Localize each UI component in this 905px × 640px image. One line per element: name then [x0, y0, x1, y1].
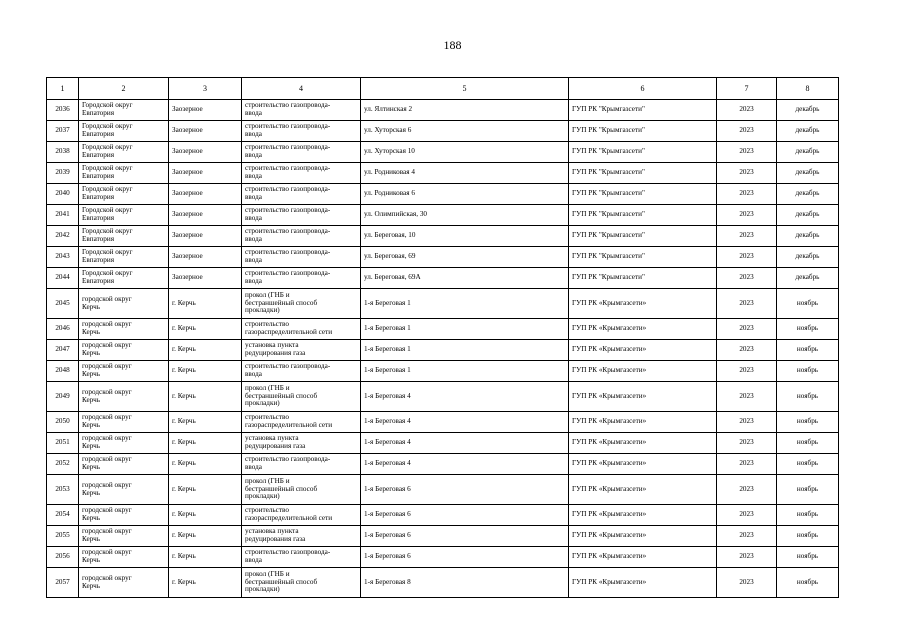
district-cell: городской округ Керчь [79, 526, 169, 547]
address-cell: 1-я Береговая 4 [361, 454, 569, 475]
row-number: 2044 [47, 268, 79, 289]
locality-cell: г. Керчь [169, 319, 242, 340]
row-number: 2042 [47, 226, 79, 247]
address-cell: 1-я Береговая 6 [361, 547, 569, 568]
work-type-cell: строительство газопровода- ввода [242, 361, 361, 382]
row-number: 2057 [47, 568, 79, 598]
column-number: 1 [47, 78, 79, 100]
row-number: 2049 [47, 382, 79, 412]
year-cell: 2023 [717, 163, 777, 184]
work-type-cell: строительство газораспределительной сети [242, 412, 361, 433]
month-cell: ноябрь [777, 382, 839, 412]
month-cell: ноябрь [777, 547, 839, 568]
month-cell: декабрь [777, 205, 839, 226]
month-cell: ноябрь [777, 475, 839, 505]
table-row [47, 319, 839, 340]
district-cell: Городской округ Евпатория [79, 142, 169, 163]
organization-cell: ГУП РК «Крымгазсети» [569, 412, 717, 433]
column-number: 5 [361, 78, 569, 100]
locality-cell: г. Керчь [169, 340, 242, 361]
table-row [47, 268, 839, 289]
work-type-cell: строительство газопровода- ввода [242, 547, 361, 568]
year-cell: 2023 [717, 121, 777, 142]
row-number: 2055 [47, 526, 79, 547]
row-number: 2053 [47, 475, 79, 505]
row-number: 2051 [47, 433, 79, 454]
month-cell: декабрь [777, 247, 839, 268]
row-number: 2036 [47, 100, 79, 121]
organization-cell: ГУП РК "Крымгазсети" [569, 184, 717, 205]
work-type-cell: строительство газопровода- ввода [242, 184, 361, 205]
month-cell: ноябрь [777, 568, 839, 598]
address-cell: ул. Береговая, 10 [361, 226, 569, 247]
work-type-cell: строительство газопровода- ввода [242, 163, 361, 184]
year-cell: 2023 [717, 526, 777, 547]
locality-cell: г. Керчь [169, 505, 242, 526]
locality-cell: Заозерное [169, 100, 242, 121]
organization-cell: ГУП РК «Крымгазсети» [569, 454, 717, 475]
locality-cell: Заозерное [169, 142, 242, 163]
address-cell: ул. Береговая, 69 [361, 247, 569, 268]
month-cell: ноябрь [777, 505, 839, 526]
address-cell: 1-я Береговая 4 [361, 433, 569, 454]
organization-cell: ГУП РК «Крымгазсети» [569, 382, 717, 412]
row-number: 2037 [47, 121, 79, 142]
month-cell: декабрь [777, 226, 839, 247]
month-cell: ноябрь [777, 289, 839, 319]
table-row [47, 547, 839, 568]
year-cell: 2023 [717, 412, 777, 433]
organization-cell: ГУП РК «Крымгазсети» [569, 289, 717, 319]
month-cell: ноябрь [777, 340, 839, 361]
district-cell: городской округ Керчь [79, 547, 169, 568]
year-cell: 2023 [717, 100, 777, 121]
organization-cell: ГУП РК «Крымгазсети» [569, 505, 717, 526]
month-cell: декабрь [777, 268, 839, 289]
month-cell: декабрь [777, 100, 839, 121]
row-number: 2048 [47, 361, 79, 382]
table-row [47, 568, 839, 598]
table-row [47, 184, 839, 205]
district-cell: Городской округ Евпатория [79, 163, 169, 184]
table-row [47, 205, 839, 226]
column-number: 2 [79, 78, 169, 100]
row-number: 2050 [47, 412, 79, 433]
table-row [47, 412, 839, 433]
locality-cell: г. Керчь [169, 382, 242, 412]
column-number: 8 [777, 78, 839, 100]
table-row [47, 361, 839, 382]
work-type-cell: строительство газопровода- ввода [242, 142, 361, 163]
organization-cell: ГУП РК "Крымгазсети" [569, 268, 717, 289]
locality-cell: Заозерное [169, 226, 242, 247]
works-table [46, 77, 839, 598]
district-cell: городской округ Керчь [79, 475, 169, 505]
address-cell: ул. Хуторская 6 [361, 121, 569, 142]
year-cell: 2023 [717, 505, 777, 526]
district-cell: Городской округ Евпатория [79, 121, 169, 142]
address-cell: 1-я Береговая 1 [361, 361, 569, 382]
month-cell: декабрь [777, 121, 839, 142]
address-cell: ул. Олимпийская, 30 [361, 205, 569, 226]
organization-cell: ГУП РК «Крымгазсети» [569, 319, 717, 340]
year-cell: 2023 [717, 547, 777, 568]
row-number: 2052 [47, 454, 79, 475]
table-row [47, 163, 839, 184]
address-cell: 1-я Береговая 1 [361, 289, 569, 319]
address-cell: 1-я Береговая 4 [361, 412, 569, 433]
month-cell: декабрь [777, 163, 839, 184]
organization-cell: ГУП РК «Крымгазсети» [569, 361, 717, 382]
work-type-cell: установка пункта редуцирования газа [242, 526, 361, 547]
year-cell: 2023 [717, 142, 777, 163]
year-cell: 2023 [717, 433, 777, 454]
organization-cell: ГУП РК "Крымгазсети" [569, 100, 717, 121]
locality-cell: Заозерное [169, 205, 242, 226]
organization-cell: ГУП РК "Крымгазсети" [569, 247, 717, 268]
organization-cell: ГУП РК «Крымгазсети» [569, 526, 717, 547]
column-number: 3 [169, 78, 242, 100]
district-cell: городской округ Керчь [79, 382, 169, 412]
column-number-row [47, 78, 839, 100]
organization-cell: ГУП РК «Крымгазсети» [569, 433, 717, 454]
organization-cell: ГУП РК «Крымгазсети» [569, 340, 717, 361]
work-type-cell: строительство газопровода- ввода [242, 121, 361, 142]
locality-cell: г. Керчь [169, 433, 242, 454]
row-number: 2040 [47, 184, 79, 205]
locality-cell: г. Керчь [169, 568, 242, 598]
locality-cell: Заозерное [169, 247, 242, 268]
organization-cell: ГУП РК "Крымгазсети" [569, 205, 717, 226]
district-cell: городской округ Керчь [79, 568, 169, 598]
year-cell: 2023 [717, 361, 777, 382]
address-cell: ул. Береговая, 69А [361, 268, 569, 289]
district-cell: городской округ Керчь [79, 340, 169, 361]
locality-cell: г. Керчь [169, 289, 242, 319]
year-cell: 2023 [717, 247, 777, 268]
locality-cell: Заозерное [169, 184, 242, 205]
table-row [47, 454, 839, 475]
table-row [47, 433, 839, 454]
month-cell: ноябрь [777, 412, 839, 433]
locality-cell: Заозерное [169, 121, 242, 142]
month-cell: ноябрь [777, 433, 839, 454]
month-cell: ноябрь [777, 361, 839, 382]
work-type-cell: прокол (ГНБ и бестраншейный способ прокладки) [242, 289, 361, 319]
address-cell: 1-я Береговая 6 [361, 526, 569, 547]
table-row [47, 142, 839, 163]
row-number: 2045 [47, 289, 79, 319]
district-cell: Городской округ Евпатория [79, 247, 169, 268]
year-cell: 2023 [717, 340, 777, 361]
locality-cell: г. Керчь [169, 454, 242, 475]
year-cell: 2023 [717, 184, 777, 205]
month-cell: ноябрь [777, 454, 839, 475]
work-type-cell: установка пункта редуцирования газа [242, 340, 361, 361]
district-cell: городской округ Керчь [79, 433, 169, 454]
work-type-cell: строительство газопровода- ввода [242, 247, 361, 268]
row-number: 2056 [47, 547, 79, 568]
district-cell: городской округ Керчь [79, 454, 169, 475]
address-cell: ул. Хуторская 10 [361, 142, 569, 163]
district-cell: городской округ Керчь [79, 289, 169, 319]
district-cell: Городской округ Евпатория [79, 268, 169, 289]
column-number: 7 [717, 78, 777, 100]
district-cell: городской округ Керчь [79, 412, 169, 433]
address-cell: ул. Родниковая 6 [361, 184, 569, 205]
row-number: 2038 [47, 142, 79, 163]
organization-cell: ГУП РК «Крымгазсети» [569, 547, 717, 568]
address-cell: 1-я Береговая 6 [361, 505, 569, 526]
district-cell: Городской округ Евпатория [79, 205, 169, 226]
table-row [47, 340, 839, 361]
work-type-cell: строительство газораспределительной сети [242, 319, 361, 340]
address-cell: 1-я Береговая 1 [361, 319, 569, 340]
year-cell: 2023 [717, 205, 777, 226]
organization-cell: ГУП РК "Крымгазсети" [569, 163, 717, 184]
row-number: 2046 [47, 319, 79, 340]
locality-cell: г. Керчь [169, 361, 242, 382]
month-cell: ноябрь [777, 526, 839, 547]
district-cell: Городской округ Евпатория [79, 226, 169, 247]
address-cell: 1-я Береговая 8 [361, 568, 569, 598]
year-cell: 2023 [717, 319, 777, 340]
address-cell: 1-я Береговая 1 [361, 340, 569, 361]
address-cell: 1-я Береговая 4 [361, 382, 569, 412]
row-number: 2041 [47, 205, 79, 226]
year-cell: 2023 [717, 475, 777, 505]
table-row [47, 382, 839, 412]
district-cell: городской округ Керчь [79, 505, 169, 526]
work-type-cell: строительство газопровода- ввода [242, 454, 361, 475]
table-row [47, 226, 839, 247]
organization-cell: ГУП РК "Крымгазсети" [569, 226, 717, 247]
locality-cell: Заозерное [169, 268, 242, 289]
work-type-cell: прокол (ГНБ и бестраншейный способ прокладки) [242, 475, 361, 505]
address-cell: ул. Ялтинская 2 [361, 100, 569, 121]
table-row [47, 526, 839, 547]
work-type-cell: строительство газопровода- ввода [242, 205, 361, 226]
row-number: 2054 [47, 505, 79, 526]
organization-cell: ГУП РК "Крымгазсети" [569, 121, 717, 142]
year-cell: 2023 [717, 568, 777, 598]
row-number: 2039 [47, 163, 79, 184]
table-row [47, 247, 839, 268]
locality-cell: г. Керчь [169, 547, 242, 568]
row-number: 2043 [47, 247, 79, 268]
work-type-cell: строительство газопровода- ввода [242, 268, 361, 289]
district-cell: Городской округ Евпатория [79, 184, 169, 205]
organization-cell: ГУП РК «Крымгазсети» [569, 475, 717, 505]
work-type-cell: строительство газопровода- ввода [242, 100, 361, 121]
month-cell: декабрь [777, 184, 839, 205]
locality-cell: г. Керчь [169, 412, 242, 433]
district-cell: городской округ Керчь [79, 361, 169, 382]
row-number: 2047 [47, 340, 79, 361]
table-row [47, 121, 839, 142]
table-row [47, 475, 839, 505]
year-cell: 2023 [717, 268, 777, 289]
month-cell: декабрь [777, 142, 839, 163]
year-cell: 2023 [717, 226, 777, 247]
column-number: 6 [569, 78, 717, 100]
locality-cell: Заозерное [169, 163, 242, 184]
organization-cell: ГУП РК "Крымгазсети" [569, 142, 717, 163]
district-cell: городской округ Керчь [79, 319, 169, 340]
work-type-cell: установка пункта редуцирования газа [242, 433, 361, 454]
work-type-cell: прокол (ГНБ и бестраншейный способ прокладки) [242, 568, 361, 598]
year-cell: 2023 [717, 289, 777, 319]
month-cell: ноябрь [777, 319, 839, 340]
organization-cell: ГУП РК «Крымгазсети» [569, 568, 717, 598]
address-cell: ул. Родниковая 4 [361, 163, 569, 184]
year-cell: 2023 [717, 382, 777, 412]
page-number: 188 [443, 38, 462, 52]
year-cell: 2023 [717, 454, 777, 475]
work-type-cell: прокол (ГНБ и бестраншейный способ прокладки) [242, 382, 361, 412]
district-cell: Городской округ Евпатория [79, 100, 169, 121]
table-row [47, 505, 839, 526]
column-number: 4 [242, 78, 361, 100]
work-type-cell: строительство газораспределительной сети [242, 505, 361, 526]
table-row [47, 289, 839, 319]
work-type-cell: строительство газопровода- ввода [242, 226, 361, 247]
locality-cell: г. Керчь [169, 475, 242, 505]
address-cell: 1-я Береговая 6 [361, 475, 569, 505]
locality-cell: г. Керчь [169, 526, 242, 547]
table-row [47, 100, 839, 121]
